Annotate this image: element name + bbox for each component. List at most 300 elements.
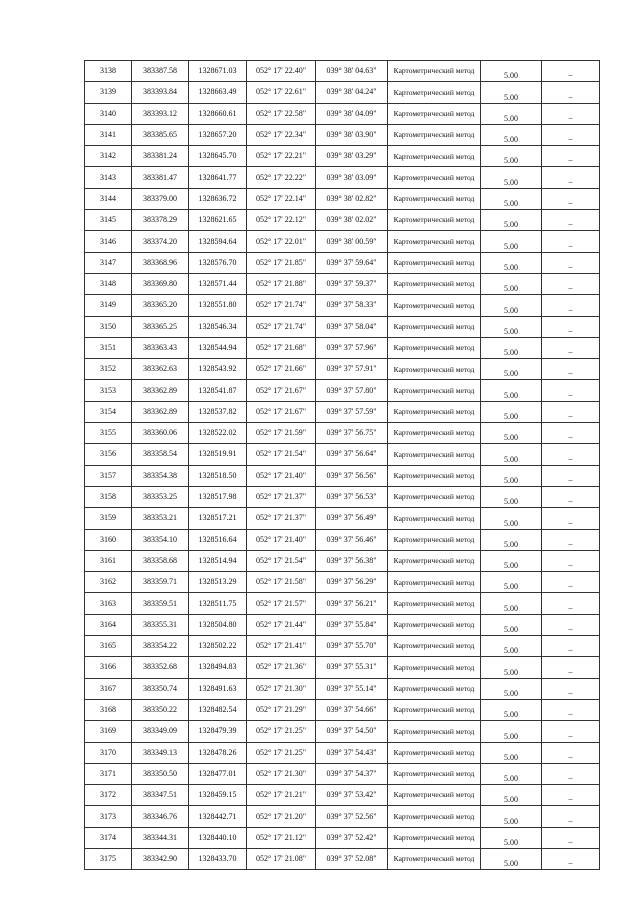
note-cell: – bbox=[542, 508, 600, 529]
accuracy-cell: 5.00 bbox=[481, 359, 542, 380]
accuracy-cell: 5.00 bbox=[481, 593, 542, 614]
y-coordinate-cell: 1328537.82 bbox=[189, 401, 247, 422]
method-cell: Картометрический метод bbox=[388, 167, 481, 188]
note-cell: – bbox=[542, 231, 600, 252]
accuracy-cell: 5.00 bbox=[481, 146, 542, 167]
point-number-cell: 3165 bbox=[85, 636, 132, 657]
table-row bbox=[85, 444, 600, 465]
note-cell: – bbox=[542, 806, 600, 827]
y-coordinate-cell: 1328482.54 bbox=[189, 699, 247, 720]
longitude-cell: 039° 38' 03.09" bbox=[316, 167, 388, 188]
y-coordinate-cell: 1328502.22 bbox=[189, 636, 247, 657]
latitude-cell: 052° 17' 22.58" bbox=[247, 103, 316, 124]
x-coordinate-cell: 383353.21 bbox=[132, 508, 189, 529]
longitude-cell: 039° 37' 56.29" bbox=[316, 572, 388, 593]
point-number-cell: 3141 bbox=[85, 124, 132, 145]
latitude-cell: 052° 17' 22.61" bbox=[247, 82, 316, 103]
y-coordinate-cell: 1328636.72 bbox=[189, 188, 247, 209]
method-cell: Картометрический метод bbox=[388, 210, 481, 231]
point-number-cell: 3152 bbox=[85, 359, 132, 380]
point-number-cell: 3158 bbox=[85, 486, 132, 507]
y-coordinate-cell: 1328477.01 bbox=[189, 763, 247, 784]
y-coordinate-cell: 1328541.87 bbox=[189, 380, 247, 401]
y-coordinate-cell: 1328478.26 bbox=[189, 742, 247, 763]
y-coordinate-cell: 1328459.15 bbox=[189, 785, 247, 806]
note-cell: – bbox=[542, 124, 600, 145]
x-coordinate-cell: 383393.12 bbox=[132, 103, 189, 124]
longitude-cell: 039° 37' 56.46" bbox=[316, 529, 388, 550]
x-coordinate-cell: 383355.31 bbox=[132, 614, 189, 635]
longitude-cell: 039° 37' 55.14" bbox=[316, 678, 388, 699]
table-row bbox=[85, 167, 600, 188]
point-number-cell: 3175 bbox=[85, 848, 132, 869]
point-number-cell: 3171 bbox=[85, 763, 132, 784]
y-coordinate-cell: 1328571.44 bbox=[189, 273, 247, 294]
method-cell: Картометрический метод bbox=[388, 636, 481, 657]
table-row bbox=[85, 423, 600, 444]
table-row bbox=[85, 359, 600, 380]
table-row bbox=[85, 210, 600, 231]
table-row bbox=[85, 124, 600, 145]
longitude-cell: 039° 38' 02.02" bbox=[316, 210, 388, 231]
method-cell: Картометрический метод bbox=[388, 529, 481, 550]
method-cell: Картометрический метод bbox=[388, 721, 481, 742]
accuracy-cell: 5.00 bbox=[481, 721, 542, 742]
x-coordinate-cell: 383352.68 bbox=[132, 657, 189, 678]
y-coordinate-cell: 1328663.49 bbox=[189, 82, 247, 103]
table-row bbox=[85, 678, 600, 699]
longitude-cell: 039° 37' 55.84" bbox=[316, 614, 388, 635]
longitude-cell: 039° 37' 53.42" bbox=[316, 785, 388, 806]
y-coordinate-cell: 1328516.64 bbox=[189, 529, 247, 550]
latitude-cell: 052° 17' 21.29" bbox=[247, 699, 316, 720]
accuracy-cell: 5.00 bbox=[481, 699, 542, 720]
point-number-cell: 3169 bbox=[85, 721, 132, 742]
table-row bbox=[85, 848, 600, 869]
method-cell: Картометрический метод bbox=[388, 699, 481, 720]
x-coordinate-cell: 383363.43 bbox=[132, 337, 189, 358]
longitude-cell: 039° 38' 02.82" bbox=[316, 188, 388, 209]
y-coordinate-cell: 1328519.91 bbox=[189, 444, 247, 465]
method-cell: Картометрический метод bbox=[388, 806, 481, 827]
y-coordinate-cell: 1328576.70 bbox=[189, 252, 247, 273]
latitude-cell: 052° 17' 21.66" bbox=[247, 359, 316, 380]
accuracy-cell: 5.00 bbox=[481, 572, 542, 593]
accuracy-cell: 5.00 bbox=[481, 210, 542, 231]
longitude-cell: 039° 37' 52.42" bbox=[316, 827, 388, 848]
note-cell: – bbox=[542, 593, 600, 614]
y-coordinate-cell: 1328511.75 bbox=[189, 593, 247, 614]
latitude-cell: 052° 17' 21.54" bbox=[247, 444, 316, 465]
y-coordinate-cell: 1328504.80 bbox=[189, 614, 247, 635]
accuracy-cell: 5.00 bbox=[481, 231, 542, 252]
y-coordinate-cell: 1328594.64 bbox=[189, 231, 247, 252]
point-number-cell: 3170 bbox=[85, 742, 132, 763]
point-number-cell: 3164 bbox=[85, 614, 132, 635]
y-coordinate-cell: 1328522.02 bbox=[189, 423, 247, 444]
x-coordinate-cell: 383350.74 bbox=[132, 678, 189, 699]
y-coordinate-cell: 1328433.70 bbox=[189, 848, 247, 869]
method-cell: Картометрический метод bbox=[388, 785, 481, 806]
longitude-cell: 039° 37' 52.56" bbox=[316, 806, 388, 827]
x-coordinate-cell: 383358.54 bbox=[132, 444, 189, 465]
longitude-cell: 039° 37' 56.64" bbox=[316, 444, 388, 465]
point-number-cell: 3157 bbox=[85, 465, 132, 486]
y-coordinate-cell: 1328517.98 bbox=[189, 486, 247, 507]
x-coordinate-cell: 383393.84 bbox=[132, 82, 189, 103]
x-coordinate-cell: 383347.51 bbox=[132, 785, 189, 806]
table-row bbox=[85, 636, 600, 657]
latitude-cell: 052° 17' 21.58" bbox=[247, 572, 316, 593]
note-cell: – bbox=[542, 359, 600, 380]
longitude-cell: 039° 37' 59.64" bbox=[316, 252, 388, 273]
longitude-cell: 039° 38' 03.90" bbox=[316, 124, 388, 145]
note-cell: – bbox=[542, 146, 600, 167]
coordinates-table bbox=[84, 60, 600, 870]
method-cell: Картометрический метод bbox=[388, 252, 481, 273]
point-number-cell: 3139 bbox=[85, 82, 132, 103]
table-row bbox=[85, 550, 600, 571]
latitude-cell: 052° 17' 21.20" bbox=[247, 806, 316, 827]
note-cell: – bbox=[542, 252, 600, 273]
table-row bbox=[85, 572, 600, 593]
accuracy-cell: 5.00 bbox=[481, 252, 542, 273]
table-row bbox=[85, 82, 600, 103]
longitude-cell: 039° 38' 04.63" bbox=[316, 61, 388, 82]
latitude-cell: 052° 17' 21.12" bbox=[247, 827, 316, 848]
latitude-cell: 052° 17' 21.21" bbox=[247, 785, 316, 806]
method-cell: Картометрический метод bbox=[388, 465, 481, 486]
note-cell: – bbox=[542, 61, 600, 82]
latitude-cell: 052° 17' 21.74" bbox=[247, 316, 316, 337]
method-cell: Картометрический метод bbox=[388, 423, 481, 444]
longitude-cell: 039° 37' 54.50" bbox=[316, 721, 388, 742]
point-number-cell: 3148 bbox=[85, 273, 132, 294]
accuracy-cell: 5.00 bbox=[481, 529, 542, 550]
table-row bbox=[85, 785, 600, 806]
longitude-cell: 039° 37' 56.75" bbox=[316, 423, 388, 444]
note-cell: – bbox=[542, 848, 600, 869]
accuracy-cell: 5.00 bbox=[481, 103, 542, 124]
longitude-cell: 039° 37' 57.59" bbox=[316, 401, 388, 422]
y-coordinate-cell: 1328517.21 bbox=[189, 508, 247, 529]
table-row bbox=[85, 337, 600, 358]
latitude-cell: 052° 17' 22.21" bbox=[247, 146, 316, 167]
point-number-cell: 3156 bbox=[85, 444, 132, 465]
table-row bbox=[85, 252, 600, 273]
note-cell: – bbox=[542, 188, 600, 209]
method-cell: Картометрический метод bbox=[388, 401, 481, 422]
note-cell: – bbox=[542, 337, 600, 358]
x-coordinate-cell: 383350.22 bbox=[132, 699, 189, 720]
y-coordinate-cell: 1328543.92 bbox=[189, 359, 247, 380]
x-coordinate-cell: 383349.09 bbox=[132, 721, 189, 742]
point-number-cell: 3166 bbox=[85, 657, 132, 678]
method-cell: Картометрический метод bbox=[388, 593, 481, 614]
note-cell: – bbox=[542, 550, 600, 571]
method-cell: Картометрический метод bbox=[388, 550, 481, 571]
latitude-cell: 052° 17' 21.59" bbox=[247, 423, 316, 444]
method-cell: Картометрический метод bbox=[388, 337, 481, 358]
point-number-cell: 3143 bbox=[85, 167, 132, 188]
longitude-cell: 039° 37' 58.33" bbox=[316, 295, 388, 316]
table-row bbox=[85, 721, 600, 742]
longitude-cell: 039° 38' 04.09" bbox=[316, 103, 388, 124]
method-cell: Картометрический метод bbox=[388, 273, 481, 294]
method-cell: Картометрический метод bbox=[388, 231, 481, 252]
point-number-cell: 3167 bbox=[85, 678, 132, 699]
point-number-cell: 3174 bbox=[85, 827, 132, 848]
longitude-cell: 039° 37' 56.38" bbox=[316, 550, 388, 571]
accuracy-cell: 5.00 bbox=[481, 636, 542, 657]
x-coordinate-cell: 383362.63 bbox=[132, 359, 189, 380]
method-cell: Картометрический метод bbox=[388, 444, 481, 465]
x-coordinate-cell: 383358.68 bbox=[132, 550, 189, 571]
table-row bbox=[85, 465, 600, 486]
point-number-cell: 3154 bbox=[85, 401, 132, 422]
method-cell: Картометрический метод bbox=[388, 188, 481, 209]
accuracy-cell: 5.00 bbox=[481, 61, 542, 82]
table-row bbox=[85, 401, 600, 422]
note-cell: – bbox=[542, 380, 600, 401]
method-cell: Картометрический метод bbox=[388, 678, 481, 699]
latitude-cell: 052° 17' 21.36" bbox=[247, 657, 316, 678]
y-coordinate-cell: 1328491.63 bbox=[189, 678, 247, 699]
y-coordinate-cell: 1328657.20 bbox=[189, 124, 247, 145]
table-row bbox=[85, 806, 600, 827]
latitude-cell: 052° 17' 21.25" bbox=[247, 721, 316, 742]
note-cell: – bbox=[542, 316, 600, 337]
point-number-cell: 3146 bbox=[85, 231, 132, 252]
table-row bbox=[85, 61, 600, 82]
x-coordinate-cell: 383387.58 bbox=[132, 61, 189, 82]
accuracy-cell: 5.00 bbox=[481, 82, 542, 103]
point-number-cell: 3144 bbox=[85, 188, 132, 209]
longitude-cell: 039° 37' 56.56" bbox=[316, 465, 388, 486]
x-coordinate-cell: 383369.80 bbox=[132, 273, 189, 294]
point-number-cell: 3151 bbox=[85, 337, 132, 358]
method-cell: Картометрический метод bbox=[388, 380, 481, 401]
point-number-cell: 3149 bbox=[85, 295, 132, 316]
table-row bbox=[85, 593, 600, 614]
latitude-cell: 052° 17' 22.01" bbox=[247, 231, 316, 252]
point-number-cell: 3145 bbox=[85, 210, 132, 231]
x-coordinate-cell: 383354.10 bbox=[132, 529, 189, 550]
latitude-cell: 052° 17' 22.40" bbox=[247, 61, 316, 82]
accuracy-cell: 5.00 bbox=[481, 188, 542, 209]
method-cell: Картометрический метод bbox=[388, 124, 481, 145]
table-row bbox=[85, 188, 600, 209]
longitude-cell: 039° 37' 57.91" bbox=[316, 359, 388, 380]
table-row bbox=[85, 699, 600, 720]
longitude-cell: 039° 37' 56.49" bbox=[316, 508, 388, 529]
y-coordinate-cell: 1328551.80 bbox=[189, 295, 247, 316]
point-number-cell: 3147 bbox=[85, 252, 132, 273]
longitude-cell: 039° 37' 55.70" bbox=[316, 636, 388, 657]
latitude-cell: 052° 17' 21.54" bbox=[247, 550, 316, 571]
accuracy-cell: 5.00 bbox=[481, 486, 542, 507]
method-cell: Картометрический метод bbox=[388, 61, 481, 82]
point-number-cell: 3160 bbox=[85, 529, 132, 550]
latitude-cell: 052° 17' 21.57" bbox=[247, 593, 316, 614]
longitude-cell: 039° 37' 59.37" bbox=[316, 273, 388, 294]
latitude-cell: 052° 17' 22.14" bbox=[247, 188, 316, 209]
x-coordinate-cell: 383362.89 bbox=[132, 401, 189, 422]
y-coordinate-cell: 1328660.61 bbox=[189, 103, 247, 124]
y-coordinate-cell: 1328513.29 bbox=[189, 572, 247, 593]
table-row bbox=[85, 231, 600, 252]
x-coordinate-cell: 383374.20 bbox=[132, 231, 189, 252]
accuracy-cell: 5.00 bbox=[481, 167, 542, 188]
table-row bbox=[85, 273, 600, 294]
longitude-cell: 039° 37' 54.37" bbox=[316, 763, 388, 784]
method-cell: Картометрический метод bbox=[388, 82, 481, 103]
x-coordinate-cell: 383359.71 bbox=[132, 572, 189, 593]
method-cell: Картометрический метод bbox=[388, 508, 481, 529]
point-number-cell: 3168 bbox=[85, 699, 132, 720]
latitude-cell: 052° 17' 21.88" bbox=[247, 273, 316, 294]
point-number-cell: 3150 bbox=[85, 316, 132, 337]
y-coordinate-cell: 1328546.34 bbox=[189, 316, 247, 337]
x-coordinate-cell: 383346.76 bbox=[132, 806, 189, 827]
point-number-cell: 3155 bbox=[85, 423, 132, 444]
latitude-cell: 052° 17' 21.41" bbox=[247, 636, 316, 657]
x-coordinate-cell: 383353.25 bbox=[132, 486, 189, 507]
table-row bbox=[85, 763, 600, 784]
accuracy-cell: 5.00 bbox=[481, 763, 542, 784]
method-cell: Картометрический метод bbox=[388, 742, 481, 763]
accuracy-cell: 5.00 bbox=[481, 678, 542, 699]
note-cell: – bbox=[542, 785, 600, 806]
table-row bbox=[85, 529, 600, 550]
latitude-cell: 052° 17' 21.67" bbox=[247, 401, 316, 422]
accuracy-cell: 5.00 bbox=[481, 316, 542, 337]
note-cell: – bbox=[542, 699, 600, 720]
method-cell: Картометрический метод bbox=[388, 103, 481, 124]
table-row bbox=[85, 486, 600, 507]
y-coordinate-cell: 1328544.94 bbox=[189, 337, 247, 358]
note-cell: – bbox=[542, 295, 600, 316]
method-cell: Картометрический метод bbox=[388, 295, 481, 316]
accuracy-cell: 5.00 bbox=[481, 785, 542, 806]
table-row bbox=[85, 316, 600, 337]
accuracy-cell: 5.00 bbox=[481, 827, 542, 848]
table-row bbox=[85, 508, 600, 529]
accuracy-cell: 5.00 bbox=[481, 508, 542, 529]
x-coordinate-cell: 383349.13 bbox=[132, 742, 189, 763]
note-cell: – bbox=[542, 486, 600, 507]
note-cell: – bbox=[542, 82, 600, 103]
method-cell: Картометрический метод bbox=[388, 763, 481, 784]
note-cell: – bbox=[542, 678, 600, 699]
x-coordinate-cell: 383385.65 bbox=[132, 124, 189, 145]
x-coordinate-cell: 383381.24 bbox=[132, 146, 189, 167]
table-row bbox=[85, 827, 600, 848]
table-row bbox=[85, 295, 600, 316]
x-coordinate-cell: 383350.50 bbox=[132, 763, 189, 784]
longitude-cell: 039° 37' 56.21" bbox=[316, 593, 388, 614]
x-coordinate-cell: 383362.89 bbox=[132, 380, 189, 401]
longitude-cell: 039° 37' 54.43" bbox=[316, 742, 388, 763]
longitude-cell: 039° 37' 54.66" bbox=[316, 699, 388, 720]
latitude-cell: 052° 17' 22.34" bbox=[247, 124, 316, 145]
x-coordinate-cell: 383379.00 bbox=[132, 188, 189, 209]
table-row bbox=[85, 380, 600, 401]
accuracy-cell: 5.00 bbox=[481, 848, 542, 869]
y-coordinate-cell: 1328518.50 bbox=[189, 465, 247, 486]
point-number-cell: 3159 bbox=[85, 508, 132, 529]
table-body bbox=[85, 61, 600, 870]
y-coordinate-cell: 1328442.71 bbox=[189, 806, 247, 827]
accuracy-cell: 5.00 bbox=[481, 614, 542, 635]
longitude-cell: 039° 37' 56.53" bbox=[316, 486, 388, 507]
point-number-cell: 3161 bbox=[85, 550, 132, 571]
latitude-cell: 052° 17' 21.44" bbox=[247, 614, 316, 635]
longitude-cell: 039° 37' 57.96" bbox=[316, 337, 388, 358]
table-row bbox=[85, 614, 600, 635]
note-cell: – bbox=[542, 529, 600, 550]
point-number-cell: 3173 bbox=[85, 806, 132, 827]
y-coordinate-cell: 1328514.94 bbox=[189, 550, 247, 571]
note-cell: – bbox=[542, 763, 600, 784]
y-coordinate-cell: 1328494.83 bbox=[189, 657, 247, 678]
latitude-cell: 052° 17' 21.30" bbox=[247, 763, 316, 784]
accuracy-cell: 5.00 bbox=[481, 465, 542, 486]
point-number-cell: 3172 bbox=[85, 785, 132, 806]
point-number-cell: 3138 bbox=[85, 61, 132, 82]
note-cell: – bbox=[542, 103, 600, 124]
note-cell: – bbox=[542, 423, 600, 444]
latitude-cell: 052° 17' 21.74" bbox=[247, 295, 316, 316]
accuracy-cell: 5.00 bbox=[481, 380, 542, 401]
note-cell: – bbox=[542, 273, 600, 294]
table-row bbox=[85, 657, 600, 678]
latitude-cell: 052° 17' 21.08" bbox=[247, 848, 316, 869]
latitude-cell: 052° 17' 21.40" bbox=[247, 465, 316, 486]
note-cell: – bbox=[542, 721, 600, 742]
latitude-cell: 052° 17' 21.40" bbox=[247, 529, 316, 550]
x-coordinate-cell: 383344.31 bbox=[132, 827, 189, 848]
longitude-cell: 039° 37' 52.08" bbox=[316, 848, 388, 869]
latitude-cell: 052° 17' 21.37" bbox=[247, 508, 316, 529]
x-coordinate-cell: 383365.20 bbox=[132, 295, 189, 316]
accuracy-cell: 5.00 bbox=[481, 423, 542, 444]
x-coordinate-cell: 383354.22 bbox=[132, 636, 189, 657]
latitude-cell: 052° 17' 21.30" bbox=[247, 678, 316, 699]
method-cell: Картометрический метод bbox=[388, 359, 481, 380]
point-number-cell: 3153 bbox=[85, 380, 132, 401]
latitude-cell: 052° 17' 21.37" bbox=[247, 486, 316, 507]
point-number-cell: 3140 bbox=[85, 103, 132, 124]
latitude-cell: 052° 17' 21.25" bbox=[247, 742, 316, 763]
note-cell: – bbox=[542, 401, 600, 422]
y-coordinate-cell: 1328479.39 bbox=[189, 721, 247, 742]
y-coordinate-cell: 1328645.70 bbox=[189, 146, 247, 167]
point-number-cell: 3142 bbox=[85, 146, 132, 167]
point-number-cell: 3162 bbox=[85, 572, 132, 593]
accuracy-cell: 5.00 bbox=[481, 742, 542, 763]
x-coordinate-cell: 383342.90 bbox=[132, 848, 189, 869]
table-row bbox=[85, 103, 600, 124]
note-cell: – bbox=[542, 827, 600, 848]
method-cell: Картометрический метод bbox=[388, 848, 481, 869]
note-cell: – bbox=[542, 572, 600, 593]
x-coordinate-cell: 383359.51 bbox=[132, 593, 189, 614]
method-cell: Картометрический метод bbox=[388, 614, 481, 635]
method-cell: Картометрический метод bbox=[388, 146, 481, 167]
x-coordinate-cell: 383360.06 bbox=[132, 423, 189, 444]
note-cell: – bbox=[542, 742, 600, 763]
